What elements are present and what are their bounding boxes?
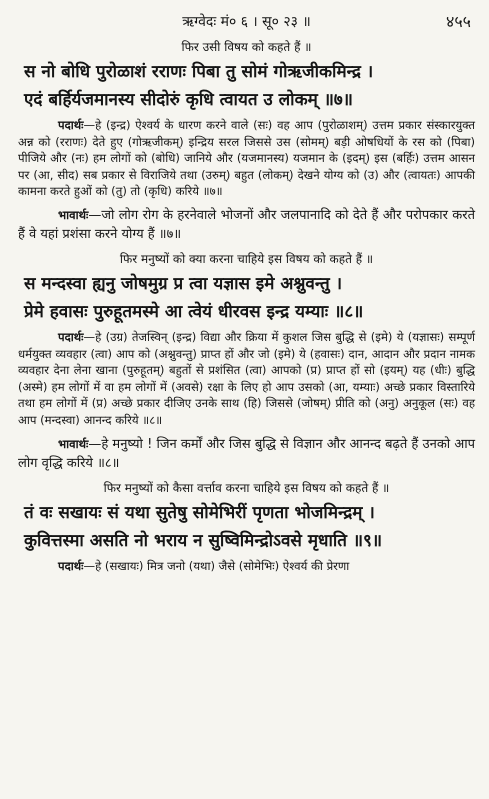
- mantra-line: तं वः सखायः सं यथा सुतेषु सोमेभिरीं पृणता भोजमिन्द्रम् ।: [24, 502, 375, 523]
- bhavartha-paragraph: [18, 435, 475, 473]
- section-intro: फिर उसी विषय को कहते हैं ॥: [181, 40, 312, 54]
- padartha-label: पदार्थः: [58, 118, 84, 132]
- header-title: ऋग्वेदः मं० ६ । सू० २३ ॥: [182, 14, 311, 30]
- page-number: ४५५: [446, 12, 471, 31]
- section-intro: फिर मनुष्यों को क्या करना चाहिये इस विषय को कहते हैं ॥: [119, 251, 374, 266]
- bhavartha-label: भावार्थः: [58, 207, 89, 222]
- padartha-text: —हे (उग्र) तेजस्विन् (इन्द्र) विद्या और क्रिया में कुशल जिस बुद्धि से (इमे) ये (यज्ञासः) सम्पूर्ण धर्मयुक्त व्यवहार (त्वा) आप को (अश्नुवन्तु) प्राप्त हों और जो (इमे) ये (हवासः) दान, आदान और प्रदान नामक व्यवहार देना लेना खाना (पुरुहूतम्) बहुतों से प्रशंसित (त्वा) आपको (प्र) प्राप्त हों सो (इयम्) यह (धीः) बुद्धि (अस्मे) हम लोगों में वा हम लोगों में (अवसे) रक्षा के लिए हो आप उसको (आ, यम्याः) अच्छे प्रकार विस्तारिये तथा हम लोगों में (प्र) अच्छे प्रकार दीजिए उनके साथ (हि) जिससे (जोषम्) प्रीति को (अनु) अनुकूल (सः) वह आप (मन्दस्वा) आनन्द करिये ॥८॥: [18, 329, 475, 427]
- mantra-line: प्रेमे हवासः पुरुहूतमस्मे आ त्वेयं धीरवस इन्द्र यम्याः ॥८॥: [24, 301, 364, 322]
- bhavartha-text: —जो लोग रोग के हरनेवाले भोजनों और जलपानादि को देते हैं और परोपकार करते हैं वे यहां प्रशंसा करने योग्य हैं ॥७॥: [18, 207, 475, 242]
- mantra-line: स मन्दस्वा ह्यनु जोषमुग्र प्र त्वा यज्ञास इमे अश्नुवन्तु ।: [24, 273, 343, 294]
- padartha-label: पदार्थः: [58, 329, 84, 344]
- padartha-text: —हे (इन्द्र) ऐश्वर्य के धारण करने वाले (सः) वह आप (पुरोळाशम्) उत्तम प्रकार संस्कारयुक्त अन्न को (रराणः) देते हुए (गोऋजीकम्) इन्द्रिय सरल जिससे उस (सोमम्) बड़ी ओषधियों के रस को (पिबा) पीजिये और (नः) हम लोगों को (बोधि) जानिये और (यजमानस्य) यजमान के (इदम्) इस (बर्हिः) उत्तम आसन पर (आ, सीद) सब प्रकार से विराजिये तथा (उरुम्) बहुत (लोकम्) देखने योग्य को (उ) और (त्वायतः) आपकी कामना करते हुओं को (तु) तो (कृधि) करिये ॥७॥: [18, 118, 475, 199]
- mantra-line: कुवित्तस्मा असति नो भराय न सुष्विमिन्द्रोऽवसे मृधाति ॥९॥: [24, 530, 383, 551]
- mantra-line: एदं बर्हिर्यजमानस्य सीदोरुं कृधि त्वायत उ लोकम् ॥७॥: [24, 90, 353, 110]
- bhavartha-paragraph: [18, 206, 475, 244]
- bhavartha-label: भावार्थः: [58, 436, 89, 451]
- verse-section-9: [18, 479, 475, 575]
- mantra-line: स नो बोधि पुरोळाशं रराणः पिबा तु सोमं गोऋजीकमिन्द्र ।: [24, 62, 374, 82]
- running-header: [18, 10, 475, 32]
- verse-section-7: [18, 38, 475, 244]
- padartha-label: पदार्थः: [58, 558, 84, 573]
- padartha-text: —हे (सखायः) मित्र जनो (यथा) जैसे (सोमेभिः) ऐश्वर्य की प्रेरणा: [83, 558, 350, 573]
- bhavartha-text: —हे मनुष्यो ! जिन कर्मों और जिस बुद्धि से विज्ञान और आनन्द बढ़ते हैं उनको आप लोग वृद्धि करिये ॥८॥: [18, 436, 475, 471]
- padartha-paragraph: [18, 329, 475, 429]
- padartha-paragraph: [18, 558, 475, 575]
- section-intro: फिर मनुष्यों को कैसा वर्त्ताव करना चाहिये इस विषय को कहते हैं ॥: [103, 480, 390, 495]
- verse-section-8: [18, 250, 475, 473]
- padartha-paragraph: [18, 117, 475, 200]
